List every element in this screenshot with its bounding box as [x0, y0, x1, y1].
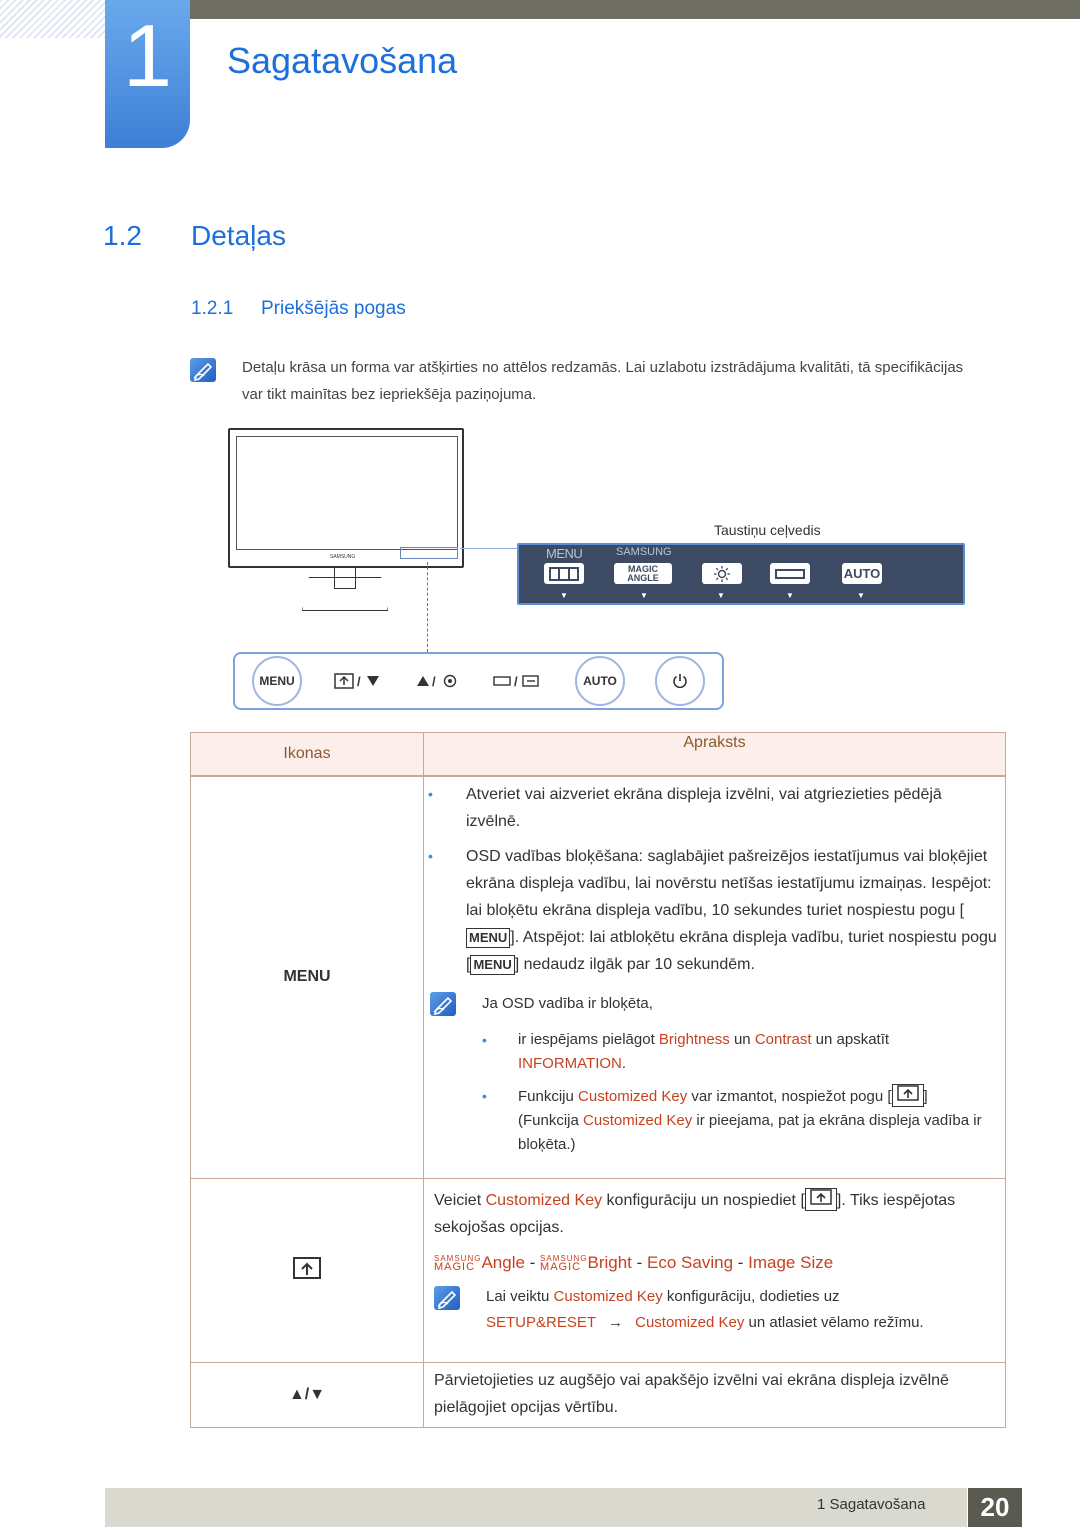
customized-key-term: Customized Key	[485, 1191, 603, 1209]
key-guide-menu-label: MENU	[546, 546, 583, 561]
samsung-magic-logo	[434, 1255, 481, 1272]
option-separator: -	[631, 1252, 648, 1272]
brightness-key-icon	[702, 563, 742, 584]
subsection-title: Priekšējās pogas	[261, 298, 406, 319]
auto-key: AUTO	[842, 563, 882, 584]
guide-arrow-icon: ▼	[717, 591, 725, 600]
contrast-term: Contrast	[754, 1031, 812, 1048]
header-hatch	[0, 0, 105, 38]
header-bar	[190, 0, 1080, 19]
custom-key-paragraph	[434, 1187, 999, 1241]
col-header-icons: Ikonas	[191, 733, 424, 777]
chapter-title: Sagatavošana	[227, 40, 458, 81]
svg-text:/: /	[357, 674, 361, 689]
custom-key-icon	[805, 1188, 837, 1211]
note-icon	[430, 992, 456, 1016]
option-separator: -	[733, 1252, 749, 1272]
custom-key-options	[434, 1249, 999, 1276]
monitor-stand	[302, 577, 388, 611]
s2-text-b: var izmantot, nospiežot pogu [	[687, 1088, 892, 1105]
page-number: 20	[968, 1488, 1022, 1527]
footer-chapter-label: 1 Sagatavošana	[817, 1496, 926, 1513]
monitor-illustration	[228, 428, 464, 568]
s1-text-b: un apskatīt	[811, 1031, 890, 1048]
option-bright: Bright	[587, 1252, 632, 1272]
logo-samsung-text: SAMSUNG	[540, 1253, 588, 1263]
option-angle: Angle	[481, 1252, 525, 1272]
subsection-number: 1.2.1	[191, 298, 234, 319]
option-eco-saving: Eco Saving	[647, 1252, 734, 1272]
menu-bullet-2-text-b: ]. Atspējot: lai atbloķētu ekrāna displeja vadību, turiet nospiestu pogu [	[466, 929, 997, 973]
s2-text-d: (Funkcija	[518, 1112, 584, 1129]
samsung-magic-logo	[540, 1255, 587, 1272]
intro-note: Detaļu krāsa un forma var atšķirties no attēlos redzamās. Lai uzlabotu izstrādājuma kvalitāti, tā specifikācijas var tikt mainītas bez iepriekšēja paziņojuma.	[242, 359, 964, 403]
setup-reset-term: SETUP&RESET	[486, 1313, 596, 1331]
panel-power-button	[655, 656, 705, 706]
customized-key-term: Customized Key	[635, 1313, 745, 1331]
callout-line	[460, 548, 520, 549]
customized-key-term: Customized Key	[553, 1287, 663, 1305]
menu-icon-label: MENU	[283, 968, 331, 986]
osd-lock-note-text: Ja OSD vadība ir bloķēta,	[482, 995, 653, 1012]
menu-bullet-2-text-a: OSD vadības bloķēšana: saglabājiet pašreizējos iestatījumus vai bloķējiet ekrāna displeja vadību, lai novērstu netīšas iestatījumu izmaiņas. Iespējot: lai bloķētu ekrāna displeja vadību, 10 sekundes turiet nospiestu pogu [	[466, 848, 992, 919]
panel-custom-down-button	[328, 656, 388, 706]
callout-line-vertical	[427, 562, 428, 652]
section-number: 1.2	[103, 220, 142, 251]
section-title: Detaļas	[191, 220, 286, 251]
key-guide-samsung-label: SAMSUNG	[616, 546, 672, 558]
panel-auto-button: AUTO	[575, 656, 625, 706]
front-button-panel	[233, 652, 724, 710]
panel-menu-button: MENU	[252, 656, 302, 706]
custom-key-icon	[892, 1084, 924, 1107]
icons-table	[190, 732, 1006, 1428]
customized-key-term: Customized Key	[578, 1088, 688, 1105]
menu-bullet-2	[424, 843, 999, 978]
custom-key-description	[424, 1178, 1006, 1362]
panel-source-button	[490, 656, 544, 706]
information-term: INFORMATION	[518, 1055, 622, 1072]
svg-text:/: /	[432, 674, 436, 689]
custom-key-icon	[293, 1257, 321, 1279]
updown-icon-label: ▲/▼	[288, 1385, 326, 1403]
guide-arrow-icon: ▼	[640, 591, 648, 600]
menu-icon-cell	[191, 776, 424, 1178]
p1-text-c: ]. Tiks iespējotas sekojošas opcijas.	[434, 1191, 956, 1236]
menu-key-label: MENU	[470, 955, 514, 975]
col-header-description: Apraksts	[424, 733, 1006, 777]
note-text-a: Lai veiktu	[486, 1287, 554, 1305]
s2-text-e: ir pieejama, pat ja ekrāna displeja vadība ir bloķēta.)	[518, 1112, 982, 1153]
osd-lock-note	[424, 992, 999, 1016]
p1-text-b: konfigurāciju un nospiediet [	[602, 1191, 805, 1209]
note-text-c: un atlasiet vēlamo režīmu.	[744, 1313, 924, 1331]
monitor-brand: SAMSUNG	[330, 554, 356, 560]
s2-text-c: ]	[923, 1088, 928, 1105]
s1-text: ir iespējams pielāgot	[518, 1031, 659, 1048]
monitor-screen	[236, 436, 458, 550]
customized-key-term: Customized Key	[583, 1112, 693, 1129]
guide-arrow-icon: ▼	[857, 591, 865, 600]
note-icon	[434, 1286, 460, 1310]
magic-angle-key: MAGIC ANGLE	[614, 563, 672, 584]
updown-icon-cell	[191, 1362, 424, 1427]
menu-bullet-2-text-c: ] nedaudz ilgāk par 10 sekundēm.	[514, 956, 755, 973]
svg-text:/: /	[514, 674, 518, 689]
chapter-number: 1	[105, 0, 190, 148]
custom-key-icon-cell	[191, 1178, 424, 1362]
menu-description	[424, 776, 1006, 1178]
key-guide-label: Taustiņu ceļvedis	[714, 522, 821, 538]
brightness-term: Brightness	[658, 1031, 730, 1048]
note-text-b: konfigurāciju, dodieties uz	[662, 1287, 840, 1305]
p1-text-a: Veiciet	[434, 1191, 486, 1209]
menu-key-label: MENU	[466, 928, 510, 948]
menu-key-icon	[544, 563, 584, 584]
custom-key-note	[434, 1284, 999, 1336]
note-icon	[190, 358, 216, 382]
s2-text-a: Funkciju	[518, 1088, 579, 1105]
option-image-size: Image Size	[748, 1252, 834, 1272]
source-key-icon	[770, 563, 810, 584]
osd-lock-sub-1	[424, 1028, 999, 1076]
s1-and: un	[729, 1031, 755, 1048]
arrow-icon: →	[607, 1313, 623, 1331]
monitor-button-strip	[400, 547, 458, 559]
guide-arrow-icon: ▼	[786, 591, 794, 600]
updown-description: Pārvietojieties uz augšējo vai apakšējo izvēlni vai ekrāna displeja izvēlnē pielāgojiet opcijas vērtību.	[424, 1362, 1006, 1427]
logo-samsung-text: SAMSUNG	[434, 1253, 482, 1263]
option-separator: -	[524, 1252, 541, 1272]
logo-magic-text: MAGIC	[540, 1260, 582, 1273]
logo-magic-text: MAGIC	[434, 1260, 476, 1273]
s1-dot: .	[621, 1055, 627, 1072]
guide-arrow-icon: ▼	[560, 591, 568, 600]
menu-bullet-1: • Atveriet vai aizveriet ekrāna displeja izvēlni, vai atgriezieties pēdējā izvēlnē.	[424, 781, 999, 835]
panel-up-brightness-button	[412, 656, 464, 706]
osd-lock-sub-2	[424, 1084, 999, 1157]
